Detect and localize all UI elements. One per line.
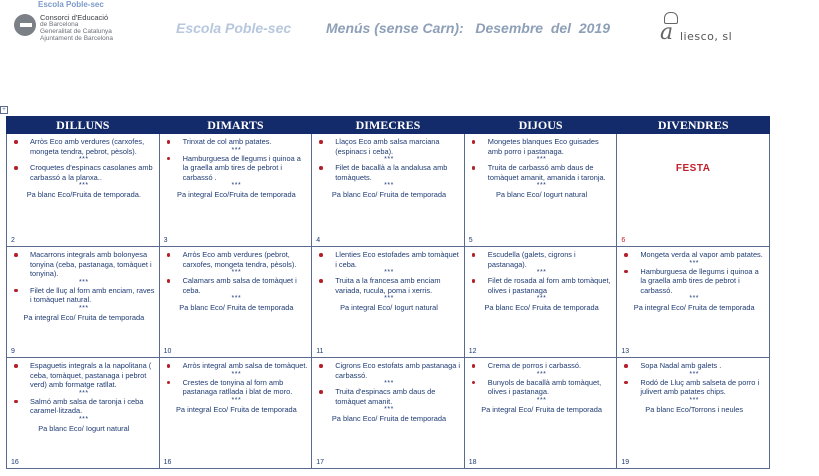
logo-line: de Barcelona [40, 21, 79, 28]
day-number: 13 [621, 348, 630, 355]
day-number: 19 [621, 459, 630, 466]
menu-table [6, 116, 770, 469]
dish-item: Mongetes blanques Eco guisades amb porro i pastanaga. [470, 137, 614, 156]
separator-stars: *** [536, 269, 547, 277]
separator-stars: *** [536, 182, 547, 190]
day-cell [464, 358, 617, 469]
menu-title: Menús (sense Carn): Desembre del 2019 [326, 20, 610, 36]
separator-stars: *** [536, 396, 547, 404]
bread-dessert-text: Pa integral Eco/ Fruita de temporada [176, 404, 297, 414]
day-cell [159, 358, 312, 469]
school-title: Escola Poble-sec [176, 20, 292, 36]
dish-list [317, 137, 461, 189]
menu-weeks [7, 134, 770, 469]
dish-item: Hamburguesa de llegums i quinoa a la graella amb tires de pebrot i carbassó . [165, 154, 309, 183]
day-number: 17 [316, 459, 324, 466]
day-cell-content [312, 134, 464, 246]
separator-stars: *** [689, 259, 700, 267]
day-cell [312, 358, 465, 469]
weekday-header: DIVENDRES [617, 117, 770, 134]
day-cell-content [7, 358, 159, 468]
bread-dessert-text: Pa integral Eco/ Fruita de temporada [633, 303, 755, 313]
dish-item: Escudella (galets, cigrons i pastanaga). [470, 250, 614, 269]
day-cell-content [160, 134, 312, 246]
separator-stars: *** [689, 396, 700, 404]
dish-item: Arròs Eco amb verdures (carxofes, mongeta tendra, pebrot, pèsols). [12, 137, 156, 156]
dish-list [470, 361, 614, 404]
separator-stars: *** [384, 182, 394, 190]
separator-stars: *** [384, 156, 394, 164]
dish-item: Trinxat de col amb patates. [165, 137, 309, 147]
separator-stars: *** [384, 380, 394, 388]
day-cell [7, 134, 160, 247]
dish-item: Cigrons Eco estofats amb pastanaga i carbassó. [317, 361, 461, 380]
bread-dessert-text: Pa blanc Eco/ Fruita de temporada [331, 414, 447, 424]
separator-stars: *** [384, 269, 394, 277]
day-cell-content [617, 134, 769, 246]
day-cell-content [7, 247, 159, 357]
separator-stars: *** [384, 406, 394, 414]
brand-initial-icon: a [660, 20, 674, 45]
day-cell-content [465, 134, 617, 246]
day-number: 2 [11, 237, 15, 244]
dish-list [317, 250, 461, 302]
dish-item: Crema de porros i carbassó. [470, 361, 614, 371]
bread-dessert-text: Pa blanc Eco/ Fruita de temporada [484, 303, 599, 313]
bread-dessert-text: Pa integral Eco/ Fruita de temporada [23, 312, 145, 322]
bread-dessert-text: Pa blanc Eco/ Iogurt natural [495, 190, 588, 200]
weekday-header-row [7, 117, 770, 134]
day-cell [159, 247, 312, 358]
logo-line: Consorci d'Educació [40, 13, 109, 22]
separator-stars: *** [231, 370, 242, 378]
day-cell-content [617, 247, 769, 357]
dish-list [12, 137, 156, 189]
separator-stars: *** [231, 269, 242, 277]
bread-dessert-text: Pa blanc Eco/ Iogurt natural [38, 423, 130, 433]
dish-item: Macarrons integrals amb bolonyesa tonyina (ceba, pastanaga, tomàquet i tonyina). [12, 250, 156, 279]
dish-item: Arròs integral amb salsa de tomàquet. [165, 361, 309, 371]
separator-stars: *** [78, 304, 89, 312]
day-cell [7, 358, 160, 469]
day-cell [7, 247, 160, 358]
day-cell [312, 247, 465, 358]
day-number: 11 [316, 348, 324, 355]
dish-item: Hamburguesa de llegums i quinoa a la graella amb tires de pebrot i carbassó. [622, 267, 766, 296]
dish-item: Rodó de Lluç amb salseta de porro i julivert amb patates chips. [622, 378, 766, 397]
separator-stars: *** [231, 146, 242, 154]
day-cell-content [465, 247, 617, 357]
bread-dessert-text: Pa blanc Eco/Fruita de temporada. [26, 190, 141, 200]
dish-list [317, 361, 461, 413]
day-cell-content [617, 358, 769, 468]
dish-item: Llenties Eco estofades amb tomàquet i ceba. [317, 250, 461, 269]
separator-stars: *** [231, 295, 242, 303]
separator-stars: *** [78, 389, 89, 397]
day-cell-content [312, 358, 464, 468]
separator-stars: *** [536, 370, 547, 378]
dish-list [622, 361, 766, 404]
day-number: 6 [621, 237, 626, 244]
bread-dessert-text: Pa integral Eco/Fruita de temporada [177, 190, 296, 200]
week-row [7, 358, 770, 469]
dish-list [622, 250, 766, 302]
separator-stars: *** [231, 396, 242, 404]
day-number: 9 [11, 348, 15, 355]
dish-item: Mongeta verda al vapor amb patates. [622, 250, 766, 260]
dish-item: Salmó amb salsa de taronja i ceba caramel·litzada. [12, 397, 156, 416]
day-cell [312, 134, 465, 247]
dish-item: Truita de carbassó amb daus de tomàquet amanit, amanida i taronja. [470, 163, 614, 182]
day-cell [617, 358, 770, 469]
dish-item: Filet de lluç al forn amb enciam, raves i tomàquet natural. [12, 286, 156, 305]
day-number: 12 [468, 348, 477, 355]
separator-stars: *** [536, 156, 547, 164]
dish-list [12, 361, 156, 423]
separator-stars: *** [536, 295, 547, 303]
week-row [7, 134, 770, 247]
table-anchor-icon[interactable]: + [0, 106, 8, 114]
dish-item: Filet de rosada al forn amb tomàquet, olives i pastanaga [470, 276, 614, 295]
day-number: 3 [163, 237, 168, 244]
weekday-header: DIMARTS [159, 117, 312, 134]
day-cell-content [312, 247, 464, 357]
day-cell-content [160, 358, 312, 468]
day-cell-content [160, 247, 312, 357]
separator-stars: *** [78, 415, 89, 423]
brand-name: liesco, sl [680, 30, 733, 43]
dish-item: Sopa Nadal amb galets . [622, 361, 766, 371]
separator-stars: *** [78, 182, 89, 190]
consorci-logo [14, 0, 164, 48]
dish-list [165, 250, 309, 302]
day-number: 16 [11, 459, 19, 466]
dish-item: Crestes de tonyina al forn amb pastanaga ratllada i blat de moro. [165, 378, 309, 397]
logo-school-name: Escola Poble-sec [38, 0, 104, 9]
holiday-label: FESTA [675, 163, 711, 174]
weekday-header: DIMECRES [312, 117, 465, 134]
bread-dessert-text: Pa blanc Eco/ Fruita de temporada [179, 303, 294, 313]
day-cell-content [465, 358, 617, 468]
dish-item: Arròs Eco amb verdures (pebrot, carxofes, mongeta tendra, pèsols). [165, 250, 309, 269]
day-number: 18 [468, 459, 477, 466]
dish-list [165, 137, 309, 189]
dish-item: Espaguetis integrals a la napolitana ( ceba, tomàquet, pastanaga i pebrot verd) amb formatge ratllat. [12, 361, 156, 390]
separator-stars: *** [689, 370, 700, 378]
logo-line: Generalitat de Catalunya [40, 28, 112, 35]
dish-item: Croquetes d'espinacs casolanes amb carbassó a la planxa.. [12, 163, 156, 182]
separator-stars: *** [231, 182, 242, 190]
day-cell-content [7, 134, 159, 246]
separator-stars: *** [78, 278, 89, 286]
logo-text [40, 14, 113, 42]
weekday-header: DILLUNS [7, 117, 160, 134]
logo-line: Ajuntament de Barcelona [40, 35, 113, 42]
bread-dessert-text: Pa blanc Eco/Torrons i neules [645, 404, 744, 414]
bread-dessert-text: Pa integral Eco/ Iogurt natural [340, 303, 438, 313]
dish-list [470, 137, 614, 189]
catering-logo [660, 12, 750, 46]
dish-item: Truita d'espinacs amb daus de tomàquet amanit. [317, 387, 461, 406]
dish-item: Truita a la francesa amb enciam variada, rucula, poma i xerris. [317, 276, 461, 295]
dish-item: Filet de bacallà a la andalusa amb tomàquets. [317, 163, 461, 182]
dish-item: Bunyols de bacallà amb tomàquet, olives i pastanaga. [470, 378, 614, 397]
day-number: 4 [316, 237, 321, 244]
day-cell [464, 134, 617, 247]
dish-item: Llaços Eco amb salsa marciana (espinacs i ceba). [317, 137, 461, 156]
bread-dessert-text: Pa integral Eco/ Fruita de temporada [481, 404, 602, 414]
separator-stars: *** [689, 295, 700, 303]
separator-stars: *** [384, 295, 394, 303]
day-number: 10 [163, 348, 172, 355]
consorci-e-icon [14, 14, 36, 36]
day-cell [617, 247, 770, 358]
bread-dessert-text: Pa blanc Eco/ Fruita de temporada [331, 190, 447, 200]
dish-list [470, 250, 614, 302]
dish-item: Calamars amb salsa de tomàquet i ceba. [165, 276, 309, 295]
week-row [7, 247, 770, 358]
day-number: 16 [163, 459, 172, 466]
separator-stars: *** [78, 156, 89, 164]
weekday-header: DIJOUS [464, 117, 617, 134]
day-cell [159, 134, 312, 247]
dish-list [165, 361, 309, 404]
day-cell [464, 247, 617, 358]
day-number: 5 [468, 237, 473, 244]
dish-list [12, 250, 156, 312]
day-cell [617, 134, 770, 247]
